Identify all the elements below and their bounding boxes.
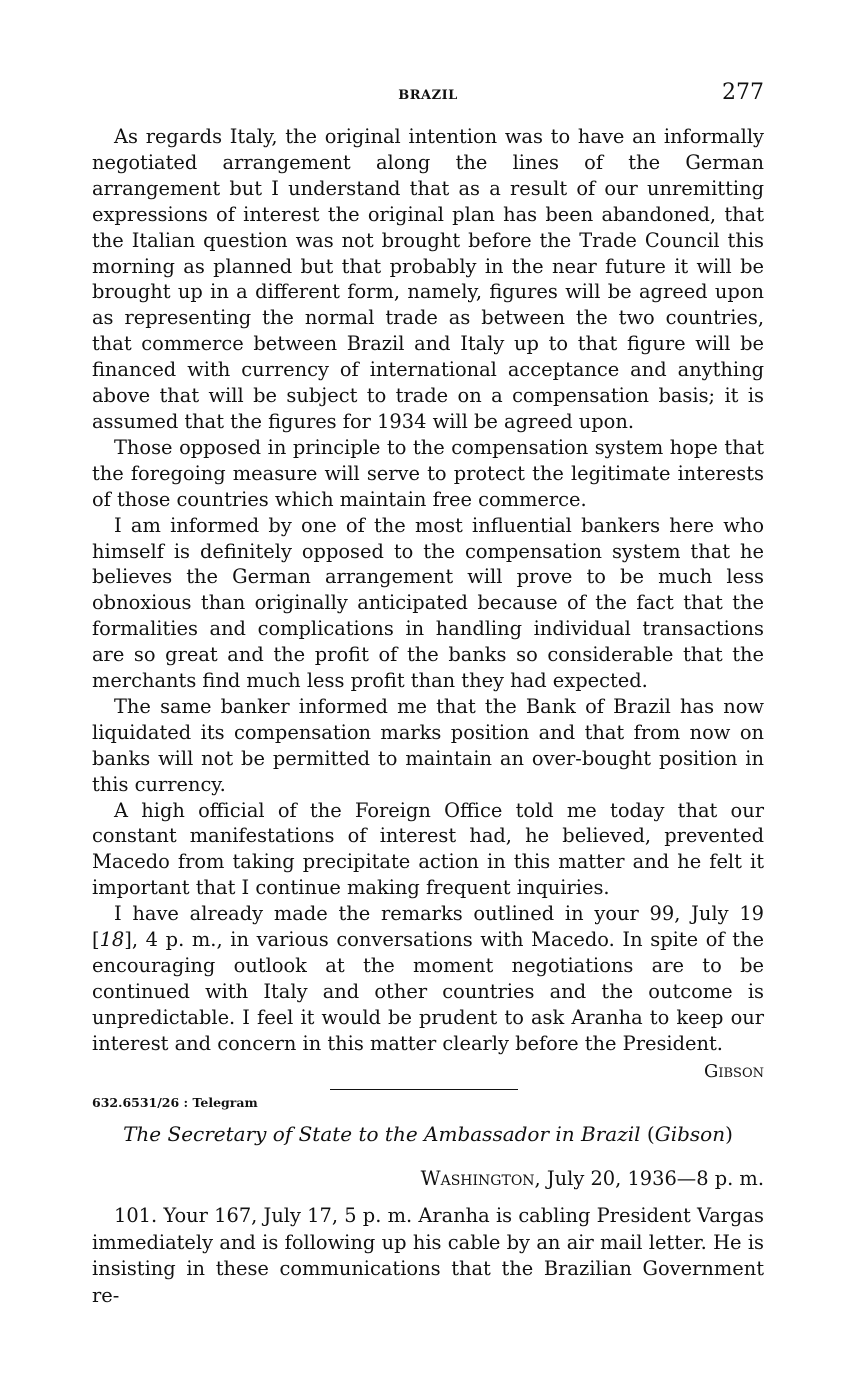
- paragraph-remarks-macedo: [92, 901, 764, 1056]
- telegram-body: [92, 124, 764, 1085]
- paragraph-bank-of-brazil: The same banker informed me that the Bank of Brazil has now liquidated its compensation marks position and that from now on banks will not be permitted to maintain an over-bought position in this currency.: [92, 694, 764, 796]
- title-paren-open: (: [640, 1122, 655, 1146]
- title-paren-close: ): [725, 1122, 733, 1146]
- page-number: 277: [722, 80, 764, 105]
- paragraph-remarks-part-2: ], 4 p. m., in various conversations with Macedo. In spite of the encouraging outlook at the moment negotiations are to be continued with Italy and other countries and the outcome is unpredictable. I feel it would be prudent to ask Aranha to keep our interest and concern in this matter clearly before the President.: [92, 928, 764, 1055]
- paragraph-101: 101. Your 167, July 17, 5 p. m. Aranha is cabling President Vargas immediately and is following up his cable by an air mail letter. He is insisting in these communications that the Brazilian Government re-: [92, 1204, 764, 1307]
- dateline-place: Washington: [420, 1167, 535, 1190]
- date-correction: 18: [99, 928, 125, 952]
- signature: Gibson: [703, 1060, 764, 1082]
- running-head: [92, 80, 764, 110]
- second-telegram-body: [92, 1203, 764, 1309]
- paragraph-banker-opinion: I am informed by one of the most influential bankers here who himself is definitely opposed to the compensation system that he believes the German arrangement will prove to be much less obnoxious than originally anticipated because of the fact that the formalities and complications in handling individual transactions are so great and the profit of the banks so considerable that the merchants find much less profit than they had expected.: [92, 513, 764, 693]
- file-reference: 632.6531/26 : Telegram: [92, 1095, 258, 1110]
- paragraph-italy: As regards Italy, the original intention was to have an informally negotiated arrangement along the lines of the German arrangement but I understand that as a result of our unremitting expressions of interest the original plan has been abandoned, that the Italian question was not brought before the Trade Council this morning as planned but that probably in the near future it will be brought up in a different form, namely, figures will be agreed upon as representing the normal trade as between the two countries, that commerce between Brazil and Italy up to that figure will be financed with currency of international acceptance and anything above that will be subject to trade on a compensation basis; it is assumed that the figures for 1934 will be agreed upon.: [92, 125, 764, 433]
- section-divider: [330, 1089, 518, 1090]
- document-title: [92, 1122, 764, 1146]
- running-title: BRAZIL: [398, 88, 458, 103]
- paragraph-compensation-opponents: Those opposed in principle to the compensation system hope that the foregoing measure will serve to protect the legitimate interests of those countries which maintain free commerce.: [92, 435, 764, 511]
- paragraph-foreign-office: A high official of the Foreign Office told me today that our constant manifestations of interest had, he believed, prevented Macedo from taking precipitate action in this matter and he felt it important that I continue making frequent inquiries.: [92, 798, 764, 900]
- paragraph-remarks-part-1: I have already made the remarks outlined in your 99, July 19 [: [92, 902, 764, 952]
- document-title-name: Gibson: [654, 1122, 726, 1146]
- dateline-date: , July 20, 1936—8 p. m.: [534, 1167, 764, 1190]
- dateline: [92, 1167, 764, 1190]
- document-title-main: The Secretary of State to the Ambassador in Brazil: [123, 1122, 641, 1146]
